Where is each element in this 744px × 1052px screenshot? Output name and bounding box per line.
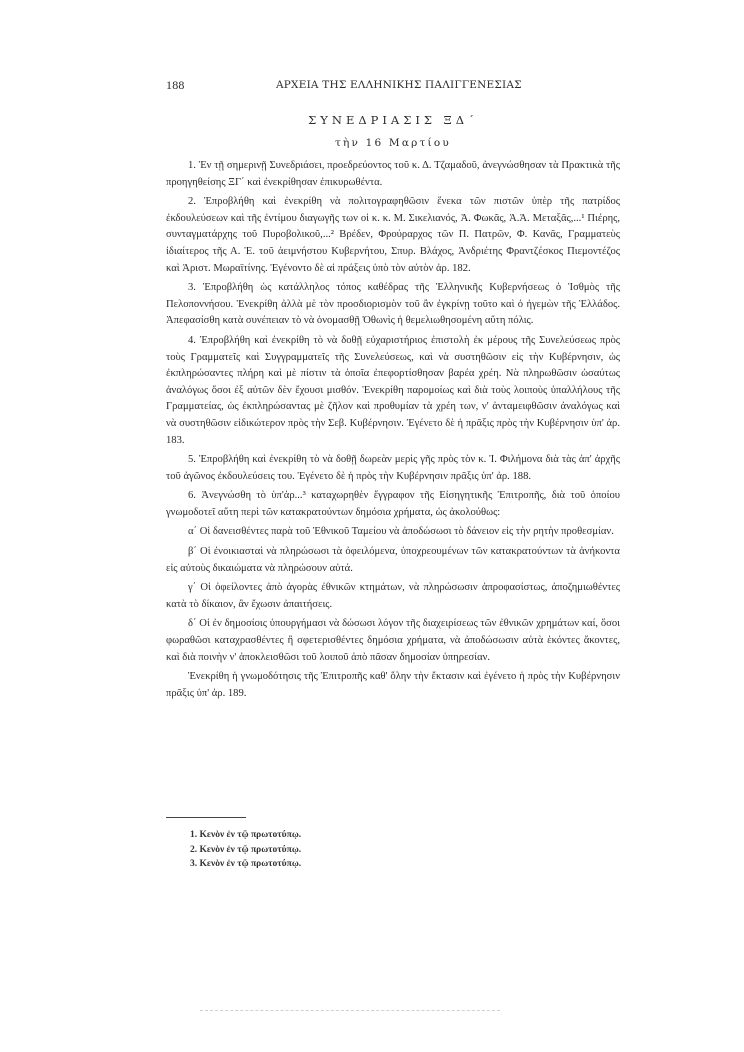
item-beta: β΄ Οἱ ἐνοικιασταὶ νὰ πληρώσωσι τὰ ὀφειλόμενα, ὑποχρεουμένων τῶν κατακρατούντων τὰ ἀνήκοντα εἰς αὐτοὺς δικαιώματα νὰ πληρώσουν αὐτά. — [166, 546, 620, 574]
page-number: 188 — [166, 78, 185, 92]
paragraph-4: 4. Ἐπροβλήθη καὶ ἐνεκρίθη τὸ νὰ δοθῇ εὐχαριστήριος ἐπιστολὴ ἐκ μέρους τῆς Συνελεύσεως πρὸς τοὺς Γραμματεῖς καὶ Συγγραμματεῖς τῆς Συνελεύσεως, καὶ νὰ συστηθῶσιν εἰς τὴν Κυβέρνησιν, ὡς ἐκπληρώσαντες πλήρη καὶ μὲ πίστιν τὰ ὁποῖα ἐπεφορτίσθησαν βαρέα χρέη. Νὰ πληρωθῶσιν ὡσαύτως ἀναλόγως ὅσοι ἐξ αὐτῶν δὲν ἔχουσι μισθόν. Ἐνεκρίθη παρομοίως καὶ διὰ τοὺς λοιποὺς ὑπαλλήλους τῆς Γραμματείας, ὡς ἐκπληρώσαντας μὲ ζῆλον καὶ προθυμίαν τὰ χρέη των, ν' ἀνταμειφθῶσιν ἀναλόγως καὶ νὰ συστηθῶσιν εἰδικώτερον πρὸς τὴν Σεβ. Κυβέρνησιν. Ἐγένετο δὲ ἡ πρᾶξις πρὸς τὴν Κυβέρνησιν ὑπ' ἀρ. 183. — [166, 334, 620, 446]
paragraph-1: 1. Ἐν τῇ σημερινῇ Συνεδριάσει, προεδρεύοντος τοῦ κ. Δ. Τζαμαδοῦ, ἀνεγνώσθησαν τὰ Πρακτικὰ τῆς προηγηθείσης ΞΓ΄ καὶ ἐνεκρίθησαν ἐπικυρωθέντα. — [166, 160, 620, 188]
footnote-1: 1. Κενὸν ἐν τῷ πρωτοτύπῳ. — [190, 830, 302, 840]
item-delta: δ΄ Οἱ ἐν δημοσίοις ὑπουργήμασι νὰ δώσωσι λόγον τῆς διαχειρίσεως τῶν ἐθνικῶν χρημάτων καί, ὅσοι φωραθῶσι καταχρασθέντες ἢ σφετερισθέντες δημόσια χρήματα, νὰ ἀποδώσωσιν αὐτὰ ἑκόντες ἄκοντες, καὶ διὰ ποινὴν ν' ἀποκλεισθῶσι τοῦ λοιποῦ ἀπὸ πᾶσαν δημοσίαν ὑπηρεσίαν. — [166, 618, 620, 663]
paragraph-conclusion: Ἐνεκρίθη ἡ γνωμοδότησις τῆς Ἐπιτροπῆς καθ' ὅλην τὴν ἔκτασιν καὶ ἐγένετο ἡ πρὸς τὴν Κυβέρνησιν πρᾶξις ὑπ' ἀρ. 189. — [166, 671, 620, 699]
footnote-3: 3. Κενὸν ἐν τῷ πρωτοτύπῳ. — [190, 859, 302, 869]
paragraph-3: 3. Ἐπροβλήθη ὡς κατάλληλος τόπος καθέδρας τῆς Ἑλληνικῆς Κυβερνήσεως ὁ Ἰσθμὸς τῆς Πελοποννήσου. Ἐνεκρίθη ἀλλὰ μὲ τὸν προσδιορισμὸν τοῦ ἂν ἐγκρίνῃ τοῦτο καὶ ὁ ἡγεμὼν τῆς Ἑλλάδος. Ἀπεφασίσθη κατὰ συνέπειαν τὸ νὰ ὀνομασθῇ Ὀθωνὶς ἡ θεμελιωθησομένη αὕτη πόλις. — [166, 282, 620, 327]
footnote-2: 2. Κενὸν ἐν τῷ πρωτοτύπῳ. — [190, 844, 302, 855]
item-alpha: α΄ Οἱ δανεισθέντες παρὰ τοῦ Ἐθνικοῦ Ταμείου νὰ ἀποδώσωσι τὸ δάνειον εἰς τὴν ρητὴν προθεσμίαν. — [188, 526, 614, 538]
paragraph-6: 6. Ἀνεγνώσθη τὸ ὑπ'ἀρ...³ καταχωρηθὲν ἔγγραφον τῆς Εἰσηγητικῆς Ἐπιτροπῆς, διὰ τοῦ ὁποίου γνωμοδοτεῖ αὕτη περὶ τῶν κατακρατούντων δημόσια χρήματα, ὡς ἀκολούθως: — [166, 490, 620, 518]
paragraph-5: 5. Ἐπροβλήθη καὶ ἐνεκρίθη τὸ νὰ δοθῇ δωρεὰν μερὶς γῆς πρὸς τὸν κ. Ἰ. Φιλήμονα διὰ τὰς ἀπ' ἀρχῆς τοῦ ἀγῶνος ἐκδουλεύσεις του. Ἐγένετο δὲ ἡ πρὸς τὴν Κυβέρνησιν πρᾶξις ὑπ' ἀρ. 188. — [166, 454, 620, 482]
paragraph-2: 2. Ἐπροβλήθη καὶ ἐνεκρίθη νὰ πολιτογραφηθῶσιν ἕνεκα τῶν πιστῶν ὑπὲρ τῆς πατρίδος ἐκδουλεύσεων καὶ τῆς ἐντίμου διαγωγῆς των οἱ κ. κ. Μ. Σικελιανός, Ἀ. Φωκᾶς, Ἀ.Ἀ. Μεταξᾶς,...¹ Πιέρης, συνταγματάρχης τοῦ Πυροβολικοῦ,...² Βρέδεν, Φρούραρχος τῶν Π. Πατρῶν, Φ. Κανᾶς, Γραμματεὺς ἰδιαίτερος τῆς Α. Ἐ. τοῦ ἀειμνήστου Κυβερνήτου, Σπυρ. Βλάχος, Ἀνδριέτης Φραντζέσκος Πιεμοντέζος καὶ Ἀριστ. Μωραϊτίνης. Ἐγένοντο δὲ αἱ πράξεις ὑπὸ τὸν αὐτὸν ἀρ. 182. — [166, 196, 620, 274]
running-header — [166, 78, 620, 98]
body-text — [166, 158, 620, 705]
session-date: τὴν 16 Μαρτίου — [335, 137, 451, 149]
footnotes — [190, 828, 490, 872]
item-gamma: γ΄ Οἱ ὀφείλοντες ἀπὸ ἀγορὰς ἐθνικῶν κτημάτων, νὰ πληρώσωσιν ἀπροφασίστως, ἀποζημιωθέντες κατὰ τὸ δίκαιον, ἂν ἔχωσιν ἀπαιτήσεις. — [166, 582, 620, 610]
footnote-rule — [166, 817, 246, 818]
running-title: ΑΡΧΕΙΑ ΤΗΣ ΕΛΛΗΝΙΚΗΣ ΠΑΛΙΓΓΕΝΕΣΙΑΣ — [276, 79, 522, 91]
scan-artifact-line — [200, 1010, 500, 1011]
session-title: ΣΥΝΕΔΡΙΑΣΙΣ ΞΔ΄ — [308, 113, 478, 127]
